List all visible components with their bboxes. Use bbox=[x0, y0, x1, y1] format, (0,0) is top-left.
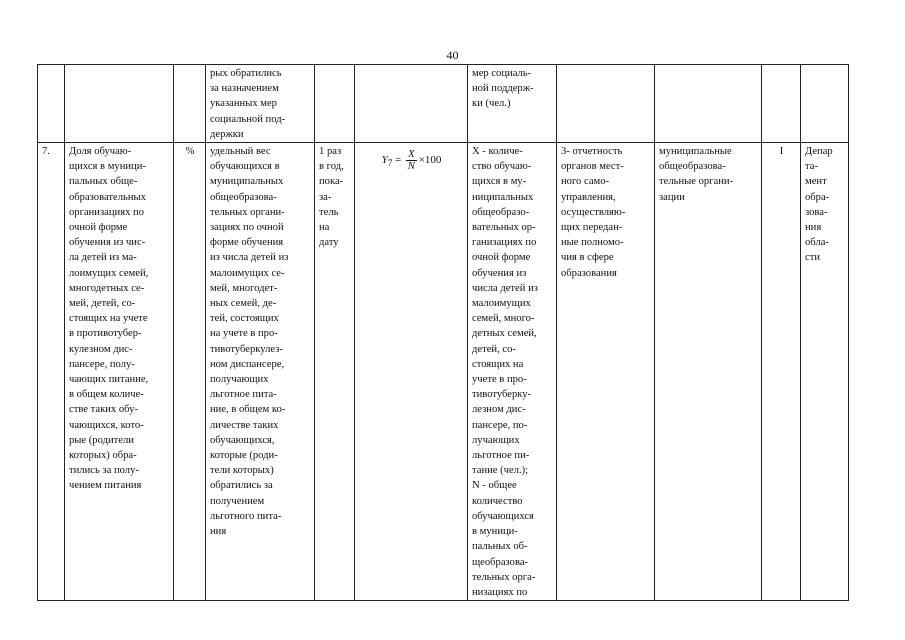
formula-fraction bbox=[406, 149, 417, 172]
formula-denominator: N bbox=[407, 160, 416, 173]
cell-empty bbox=[801, 65, 849, 143]
cell-number: 7. bbox=[38, 143, 65, 601]
cell-empty bbox=[65, 65, 174, 143]
cell-level: I bbox=[762, 143, 801, 601]
cell-empty bbox=[762, 65, 801, 143]
cell-department: Депар та- мент обра- зова- ния обла- сти bbox=[801, 143, 849, 601]
formula-multiplier: ×100 bbox=[418, 154, 442, 167]
table-row-indicator-7 bbox=[38, 143, 849, 601]
formula-equals: = bbox=[392, 154, 404, 167]
cell-empty bbox=[557, 65, 655, 143]
cell-empty bbox=[355, 65, 468, 143]
cell-indicator-name: Доля обучаю- щихся в муници- пальных обще- образовательных организациях по очной форме обучения из чис- ла детей из ма- лоимущих семей, многодетных се- мей, детей, со- стоящих на учете в противотубер- кулезном дис- пансере, полу- чающих питание, в общем количе- стве таких обу- чающихся, кото- рые (родители которых) обра- тились за полу- чением питания bbox=[65, 143, 174, 601]
cell-variables: X - количе- ство обучаю- щихся в му- ниципальных общеобразо- вательных ор- ганизациях по очной форме обучения из числа детей из малоимущих семей, много- детных семей, детей, со- стоящих на учете в про- тивотуберку- лезном дис- пансере, по- лучающих льготное пи- тание (чел.); N - общее количество обучающихся в муници- пальных об- щеобразова- тельных орга- низациях по bbox=[468, 143, 557, 601]
formula-subscript: 7 bbox=[387, 158, 393, 169]
cell-variables-continuation: мер социаль- ной поддерж- ки (чел.) bbox=[468, 65, 557, 143]
page-number: 40 bbox=[446, 48, 459, 62]
table-row-continuation bbox=[38, 65, 849, 143]
cell-unit: % bbox=[174, 143, 206, 601]
indicators-table bbox=[37, 64, 849, 601]
cell-definition-continuation: рых обратились за назначением указанных мер социальной под- держки bbox=[206, 65, 315, 143]
formula-lhs: Y bbox=[381, 154, 388, 167]
cell-empty bbox=[38, 65, 65, 143]
cell-empty bbox=[315, 65, 355, 143]
cell-formula bbox=[355, 143, 468, 601]
cell-respondents: муниципальные общеобразова- тельные органи- зации bbox=[655, 143, 762, 601]
cell-data-source: 3- отчетность органов мест- ного само- управления, осуществляю- щих передан- ные полномо- чия в сфере образования bbox=[557, 143, 655, 601]
cell-definition: удельный вес обучающихся в муниципальных общеобразова- тельных органи- зациях по очной форме обучения из числа детей из малоимущих се- мей, многодет- ных семей, де- тей, состоящих на учете в про- тивотуберкулез- ном диспансере, получающих льготное пита- ние, в общем ко- личестве таких обучающихся, которые (роди- тели которых) обратились за получением льготного пита- ния bbox=[206, 143, 315, 601]
cell-periodicity: 1 раз в год, пока- за- тель на дату bbox=[315, 143, 355, 601]
cell-empty bbox=[174, 65, 206, 143]
cell-empty bbox=[655, 65, 762, 143]
formula-numerator: X bbox=[407, 148, 415, 161]
